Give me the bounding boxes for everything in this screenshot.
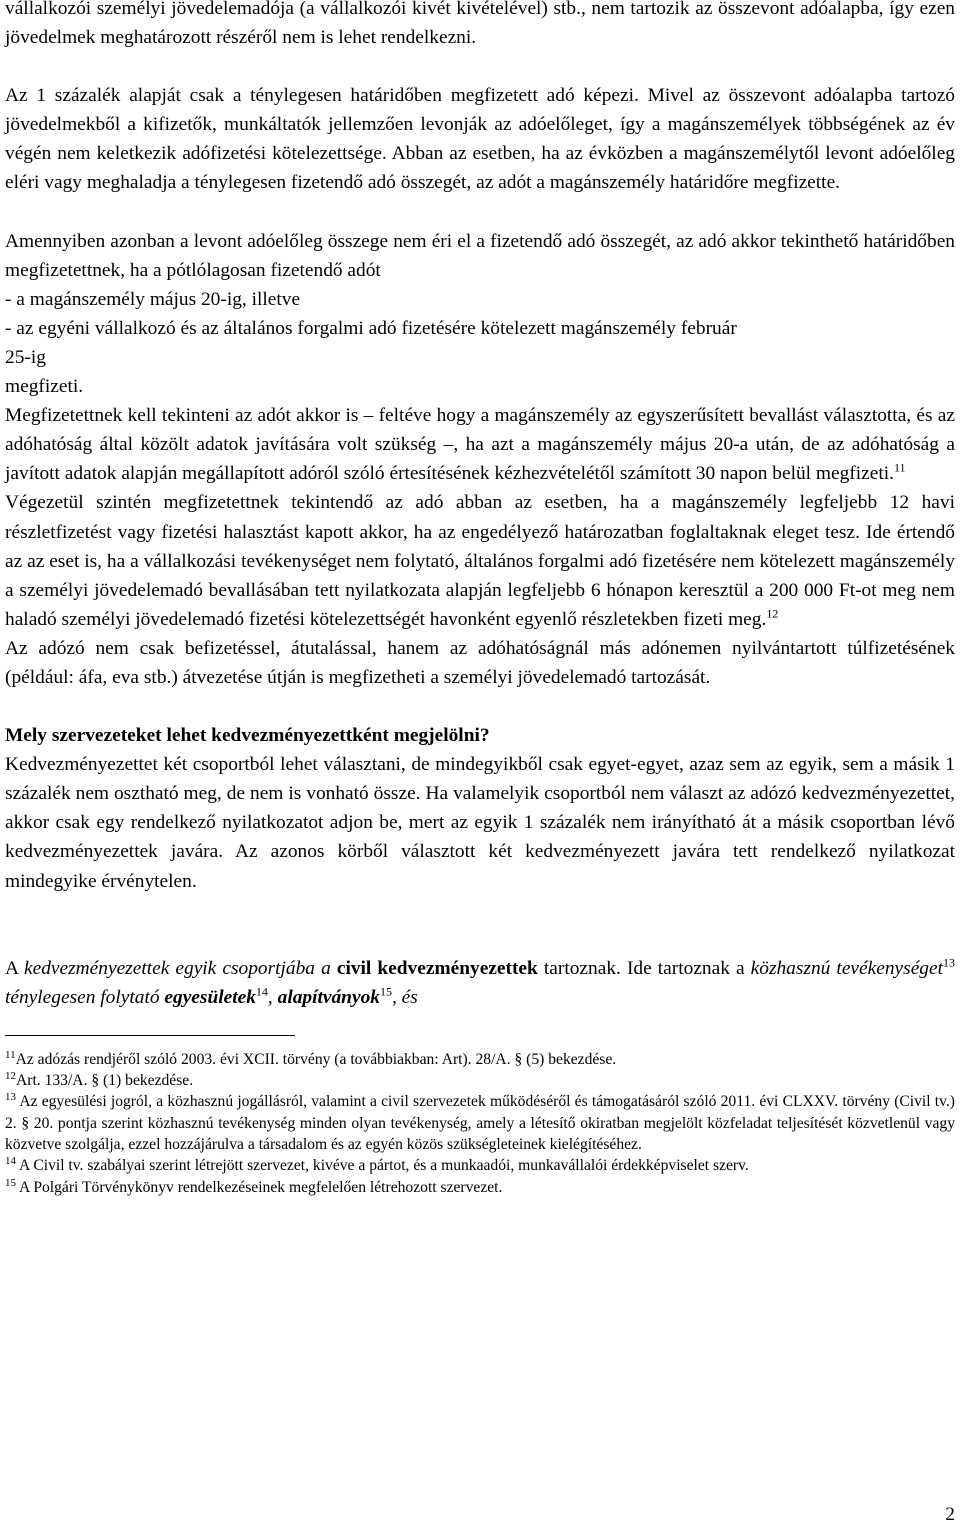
bold-foundations: alapítványok xyxy=(277,986,380,1008)
italic-run: kedvezményezettek egyik csoportjába a xyxy=(24,957,331,979)
italic-run: ténylegesen folytató xyxy=(5,986,165,1008)
footnote-number: 14 xyxy=(5,1155,16,1168)
paragraph-beneficiary-groups: Kedvezményezettet két csoportból lehet választani, de mindegyikből csak egyet-egyet, azaz sem az egyik, sem a másik 1 százalék nem osztható meg, de nem is vonható össze. Ha valamelyik csoportból nem választ az adózó kedvezményezettet, akkor csak egy rendelkező nyilatkozatot adjon be, mert az egyik 1 százalék nem irányítható át a másik csoportban lévő kedvezményezettek javára. Az azonos körből választott két kedvezményezett javára tett rendelkező nyilatkozat mindegyike érvénytelen. xyxy=(5,754,955,892)
footnote xyxy=(5,1155,955,1176)
bold-associations: egyesületek xyxy=(164,986,256,1008)
section-heading: Mely szervezeteket lehet kedvezményezettként megjelölni? xyxy=(5,725,490,747)
footnote-text: A Civil tv. szabályai szerint létrejött szervezet, kivéve a pártot, és a munkaadói, munkavállalói érdekképviselet szerv. xyxy=(16,1157,749,1175)
footnote xyxy=(5,1049,955,1070)
footnote-number: 11 xyxy=(5,1048,16,1061)
footnote xyxy=(5,1070,955,1091)
italic-run: , xyxy=(267,986,278,1008)
footnote xyxy=(5,1177,955,1198)
footnote-number: 15 xyxy=(5,1176,16,1189)
italic-run: , és xyxy=(391,986,418,1008)
text-run: A xyxy=(5,957,24,979)
footnote-ref-15[interactable]: 15 xyxy=(379,984,392,999)
footnote-ref-13[interactable]: 13 xyxy=(943,955,955,970)
footnote-ref-12[interactable]: 12 xyxy=(766,606,779,621)
list-line-may-20: - a magánszemély május 20-ig, illetve xyxy=(5,288,301,310)
list-line-february: - az egyéni vállalkozó és az általános forgalmi adó fizetésére kötelezett magánszemély február xyxy=(5,317,737,339)
footnote-text: Az egyesülési jogról, a közhasznú jogállásról, valamint a civil szervezetek működéséről és támogatásáról szóló 2011. évi CLXXV. törvény (Civil tv.) 2. § 20. pontja szerint közhasznú tevékenység minden olyan tevékenység, amely a létesítő okiratban megjelölt közfeladat teljesítését közvetlenül vagy közvetve szolgálja, ezzel hozzájárulva a társadalom és az egyén közös szükségleteinek kielégítéséhez. xyxy=(5,1093,955,1153)
list-line-pays: megfizeti. xyxy=(5,376,84,398)
paragraph-installments xyxy=(5,488,955,633)
page-number: 2 xyxy=(945,1504,955,1525)
paragraph-overpayment: Az adózó nem csak befizetéssel, átutalással, hanem az adóhatóságnál más adónemen nyilvántartott túlfizetésének (például: áfa, eva stb.) átvezetése útján is megfizetheti a személyi jövedelemadó tartozását. xyxy=(5,637,955,688)
paragraph-advance-payment xyxy=(5,227,955,402)
footnote xyxy=(5,1091,955,1155)
paragraph-installments-text: Végezetül szintén megfizetettnek tekintendő az adó abban az esetben, ha a magánszemély legfeljebb 12 havi részletfizetést vagy fizetési halasztást kapott akkor, ha az engedélyező határozatban foglaltaknak eleget tesz. Ide értendő az az eset is, ha a vállalkozási tevékenységet nem folytató, általános forgalmi adó fizetésére nem kötelezett magánszemély a személyi jövedelemadó bevallásában tett nyilatkozata alapján legfeljebb 6 hónapon keresztül a 200 000 Ft-ot meg nem haladó személyi jövedelemadó fizetési kötelezettségét havonként egyenlő részletekben fizeti meg. xyxy=(5,492,955,630)
footnote-separator xyxy=(5,1035,295,1036)
footnote-text: Art. 133/A. § (1) bekezdése. xyxy=(16,1072,194,1090)
bold-civil-beneficiaries: civil kedvezményezettek xyxy=(336,957,538,979)
list-line-25: 25-ig xyxy=(5,346,46,368)
footnotes xyxy=(5,1049,955,1198)
text-run: tartoznak. Ide tartoznak a xyxy=(537,957,751,979)
paragraph-civil-beneficiaries xyxy=(5,954,955,1012)
footnote-number: 13 xyxy=(5,1091,16,1104)
footnote-ref-11[interactable]: 11 xyxy=(893,460,906,475)
paragraph-simplified-text: Megfizetettnek kell tekinteni az adót akkor is – feltéve hogy a magánszemély az egyszerűsített bevallást választotta, és az adóhatóság által közölt adatok javítására volt szükség –, ha azt a magánszemély május 20-a után, de az adóhatóság a javított adatok alapján megállapított adóról szóló értesítésének kézhezvételétől számított 30 napon belül megfizeti. xyxy=(5,405,955,485)
document-page xyxy=(5,0,955,1198)
paragraph-continuation: vállalkozói személyi jövedelemadója (a vállalkozói kivét kivételével) stb., nem tartozik az összevont adóalapba, így ezen jövedelmek meghatározott részéről nem is lehet rendelkezni. xyxy=(5,0,955,49)
paragraph-one-percent-basis: Az 1 százalék alapját csak a ténylegesen határidőben megfizetett adó képezi. Mivel az összevont adóalapba tartozó jövedelmekből a kifizetők, munkáltatók jellemzően levonják az adóelőleget, így a magánszemélyek többségének az év végén nem keletkezik adófizetési kötelezettsége. Abban az esetben, ha az évközben a magánszemélytől levont adóelőleg eléri vagy meghaladja a ténylegesen fizetendő adó összegét, az adót a magánszemély határidőre megfizette. xyxy=(5,85,955,194)
footnote-text: Az adózás rendjéről szóló 2003. évi XCII. törvény (a továbbiakban: Art). 28/A. § (5) bekezdése. xyxy=(15,1050,617,1068)
footnote-number: 12 xyxy=(5,1069,16,1082)
footnote-ref-14[interactable]: 14 xyxy=(255,984,268,999)
footnote-text: A Polgári Törvénykönyv rendelkezéseinek megfelelően létrehozott szervezet. xyxy=(16,1178,503,1196)
paragraph-advance-text: Amennyiben azonban a levont adóelőleg összege nem éri el a fizetendő adó összegét, az adó akkor tekinthető határidőben megfizetettnek, ha a pótlólagosan fizetendő adót xyxy=(5,230,955,281)
paragraph-simplified-return xyxy=(5,401,955,488)
italic-public-benefit: közhasznú tevékenységet xyxy=(750,957,943,979)
